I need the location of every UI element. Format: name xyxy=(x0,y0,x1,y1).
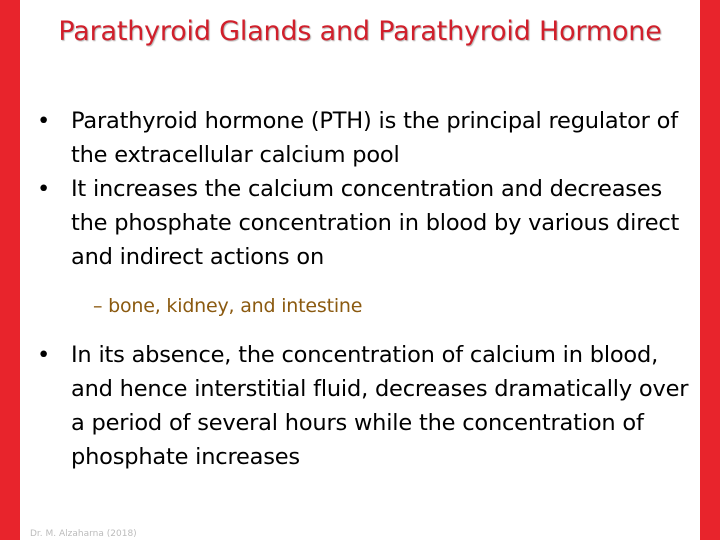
sub-bullet-text: – bone, kidney, and intestine xyxy=(93,295,363,317)
bullet-text: In its absence, the concentration of calcium in blood, and hence interstitial fluid, decreases dramatically over a period of several hours while the concentration of phosphate increases xyxy=(71,342,689,470)
right-red-border xyxy=(700,0,720,540)
bullet-dot: • xyxy=(37,342,51,368)
bullet-item xyxy=(37,172,697,274)
footer-credit: Dr. M. Alzaharna (2018) xyxy=(30,529,137,539)
sub-bullet-item xyxy=(37,292,697,320)
left-red-border xyxy=(0,0,20,540)
bullet-list xyxy=(37,104,697,474)
sub-bullet-list xyxy=(93,292,697,320)
bullet-text: It increases the calcium concentration and decreases the phosphate concentration in blood by various direct and indirect actions on xyxy=(71,176,680,270)
bullet-item xyxy=(37,104,697,172)
bullet-item xyxy=(37,338,697,474)
bullet-dot: • xyxy=(37,176,51,202)
slide-title: Parathyroid Glands and Parathyroid Hormone xyxy=(58,16,662,47)
bullet-dot: • xyxy=(37,108,51,134)
bullet-text: Parathyroid hormone (PTH) is the principal regulator of the extracellular calcium pool xyxy=(71,108,678,168)
